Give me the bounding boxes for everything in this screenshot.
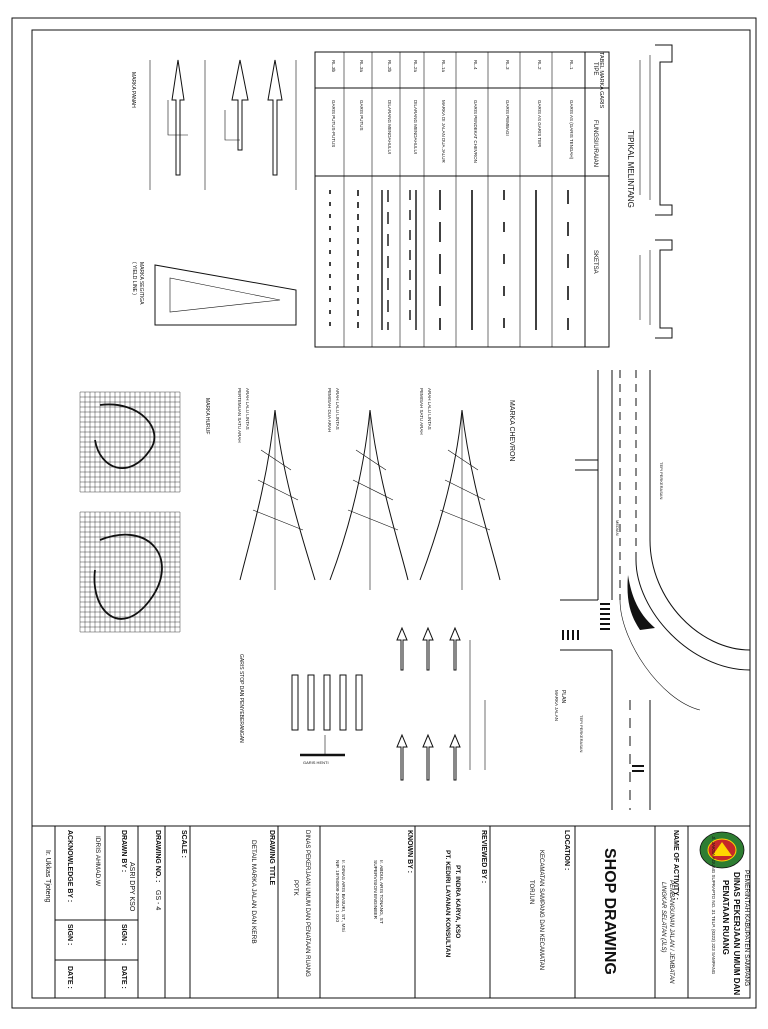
- ack-label: ACKNOWLEDGE BY :: [66, 830, 73, 903]
- tipikal-title: TIPIKAL MELINTANG: [626, 130, 635, 208]
- table-header-tipe: TIPE: [592, 62, 598, 76]
- drawn-by-label: DRAWN BY :: [120, 830, 127, 873]
- garis-stop: [238, 654, 362, 765]
- ack-name: Ir. Ukkas Tjoteng: [44, 850, 51, 903]
- tipikal-melintang: [626, 45, 672, 338]
- drawing-no-label: DRAWING NO. :: [154, 830, 161, 883]
- row9-type: RL.3b: [331, 60, 336, 73]
- agency-logo: [700, 832, 744, 868]
- known-line1: Ir. ABDUL ARIS TONANG, ST: [378, 860, 383, 924]
- dept-line2: PPTK: [292, 880, 298, 896]
- garis-henti-label: GARIS HENTI: [303, 760, 329, 765]
- drawn-sign-label: SIGN :: [120, 924, 127, 946]
- plan-sub: MARKA JALAN: [554, 690, 559, 722]
- shop-drawing-heading: SHOP DRAWING: [601, 848, 618, 975]
- location-line1: KECAMATAN SAMPANG DAN KECAMATAN: [538, 850, 544, 971]
- location-label: LOCATION :: [563, 830, 570, 871]
- row6-desc: DILARANG MENDAHULUI: [413, 100, 418, 155]
- scale-label: SCALE :: [180, 830, 187, 858]
- row7-type: RL.2b: [387, 60, 392, 73]
- known-line3: Ir. DINAS ARIS BASUKI, ST., MSi: [340, 860, 345, 932]
- segitiga-label-2: ( YIELD LINE ): [131, 262, 137, 295]
- row2-type: RL.2: [537, 60, 542, 70]
- row8-type: RL.3a: [359, 60, 364, 73]
- row7-desc: DILARANG MENDAHULUI: [387, 100, 392, 155]
- tepi-perkerasan-label-2: TEPI PERKERASAN: [579, 715, 584, 753]
- row9-desc: GARIS PUTUS-PUTUS: [331, 100, 336, 148]
- agency-line1: PEMERINTAH KABUPATEN SAMPANG: [743, 870, 750, 987]
- row1-desc: GARIS AS (GARIS TENGAH): [569, 100, 574, 160]
- reviewer-line1: PT. INDRA KARYA, KSO: [454, 865, 461, 939]
- tepi-perkerasan-label-1: TEPI PERKERASAN: [659, 462, 664, 500]
- plan-label: PLAN: [560, 690, 566, 704]
- row4-type: RL.4: [473, 60, 478, 70]
- marka-panah: [130, 60, 296, 190]
- table-header-sketsa: SKETSA: [592, 250, 598, 274]
- ack-sign-label: SIGN :: [66, 924, 73, 946]
- table-sketches: [330, 190, 568, 330]
- activity-line2: LINGKAR SELATAN (JLS): [660, 882, 666, 953]
- table-header-fungsi: FUNGSI/URAIAN: [592, 120, 598, 168]
- chevron-caption-1: PEMISAH SATU ARAH: [419, 388, 424, 435]
- row5-desc: MARKA DI JALAN DUA JALUR: [441, 100, 446, 163]
- inner-border: [32, 30, 750, 998]
- marka-segitiga: [131, 262, 296, 325]
- row4-desc: GARIS PENDEKAT CHEVRON: [473, 100, 478, 163]
- location-line2: TORJUN: [528, 880, 534, 905]
- company-name: ASRI DPY KSO: [128, 862, 135, 912]
- table-title: TABEL MARKA GARIS: [598, 52, 604, 109]
- chevron-arah-2: ARAH LALU LINTAS: [335, 388, 340, 430]
- reviewer-line2: PT. KEDIRI LAYANAN KONSULTAN: [444, 850, 451, 958]
- title-block: [44, 826, 750, 998]
- known-line2: SUPERVISION ENGINEER: [372, 860, 377, 920]
- agency-line2: DINAS PEKERJAAN UMUM DAN: [732, 872, 741, 996]
- marka-chevron: [237, 388, 515, 590]
- small-arrows: [397, 628, 485, 780]
- tabel-marka-garis: [315, 52, 609, 347]
- row8-desc: GARIS PUTUS: [359, 100, 364, 131]
- chevron-arah-1: ARAH LALU LINTAS: [427, 388, 432, 430]
- known-label: KNOWN BY :: [406, 830, 413, 874]
- median-label: MEDIAN: [615, 520, 620, 536]
- chevron-caption-2: PEMISAH DUA ARAH: [327, 388, 332, 433]
- garis-stop-label: GARIS STOP DAN PENYEBERANGAN: [238, 654, 244, 743]
- row3-type: RL.3: [505, 60, 510, 70]
- segitiga-label-1: MARKA SEGITIGA: [138, 262, 144, 305]
- agency-line3: PENATAAN RUANG: [721, 880, 730, 955]
- activity-line1: PEMBANGUNAN JALAN / JEMBATAN: [668, 880, 674, 984]
- row6-type: RL.2a: [413, 60, 418, 73]
- marka-panah-label: MARKA PANAH: [130, 72, 136, 108]
- drawing-title-label: DRAWING TITLE: [268, 830, 275, 886]
- reviewed-label: REVIEWED BY :: [480, 830, 487, 884]
- row1-type: RL.1: [569, 60, 574, 70]
- known-line4: NIP. 19760809 200501 1 010: [334, 860, 339, 923]
- marka-huruf-label: MARKA HURUF: [204, 398, 210, 435]
- row3-desc: GARIS PEMBAGI: [505, 100, 510, 136]
- drawn-by-name: IDRIS AHMAD.W: [94, 836, 101, 887]
- row5-type: RL.1a: [441, 60, 446, 73]
- dept-line1: DINAS PEKERJAAN UMUM DAN PENATAAN RUANG: [304, 830, 310, 977]
- row2-desc: GARIS AS GARIS TEPI: [537, 100, 542, 148]
- marka-chevron-label: MARKA CHEVRON: [508, 400, 515, 462]
- chevron-arah-3: ARAH LALU LINTAS: [245, 388, 250, 430]
- agency-address: Jl. JAKSA AGUNG SUPRAPTO NO. 31 TELP. (0323) 323 SAMPANG: [711, 836, 716, 975]
- ack-date-label: DATE :: [66, 966, 73, 989]
- marka-huruf: [80, 392, 210, 632]
- drawing-no: GS - 4: [154, 890, 161, 911]
- activity-label: NAME OF ACTIVITY :: [672, 830, 679, 900]
- drawn-date-label: DATE :: [120, 966, 127, 989]
- chevron-caption-3: PERTEMUAN SATU ARAH: [237, 388, 242, 443]
- plan-intersection: [554, 370, 750, 810]
- drawing-title: DETAIL MARKA JALAN DAN KERB: [250, 840, 257, 944]
